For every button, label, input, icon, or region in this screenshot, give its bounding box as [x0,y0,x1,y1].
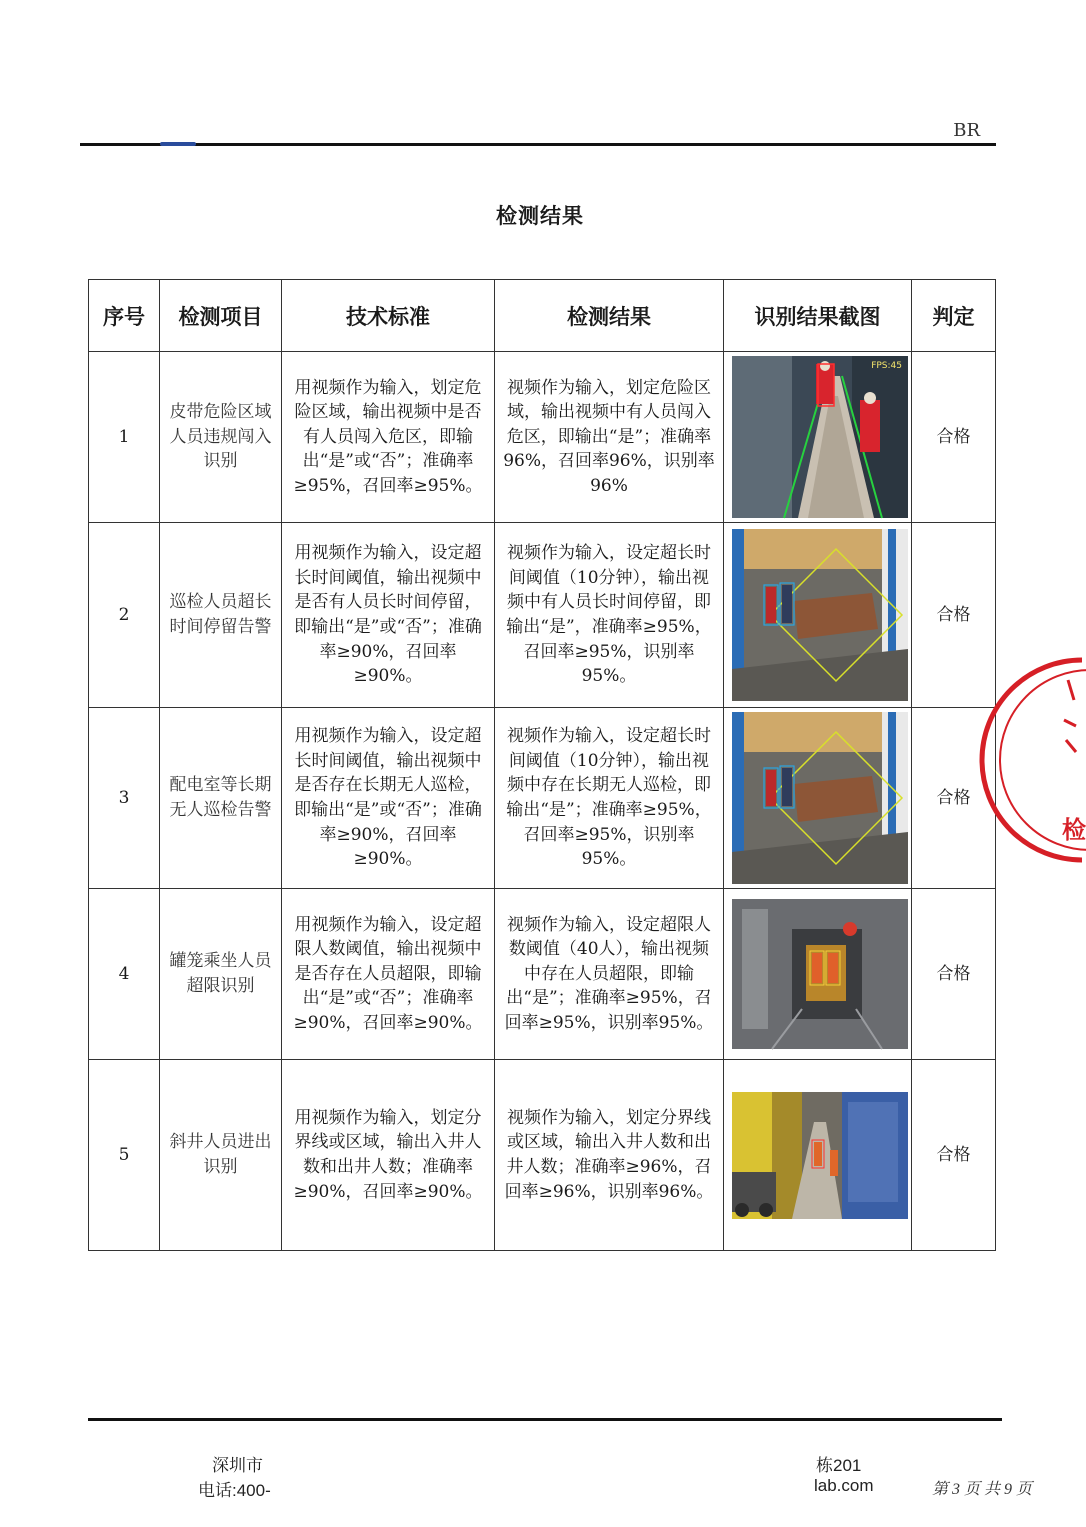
row-number: 3 [89,708,160,889]
table-row [89,708,996,889]
table-header-row [89,280,996,352]
table-row [89,1060,996,1251]
detection-item: 巡检人员超长时间停留告警 [160,523,282,708]
column-header-standard: 技术标准 [282,280,495,352]
results-table [88,279,996,1251]
detection-item: 罐笼乘坐人员超限识别 [160,889,282,1060]
row-number: 4 [89,889,160,1060]
technical-standard: 用视频作为输入，划定分界线或区域，输出入井人数和出井人数；准确率≥90%，召回率≥90%。 [282,1060,495,1251]
detection-result: 视频作为输入，设定超长时间阈值（10分钟），输出视频中有人员长时间停留，即输出“是”，准确率≥95%，召回率≥95%，识别率95%。 [495,523,724,708]
screenshot-cage-overload [732,899,908,1049]
column-header-item: 检测项目 [160,280,282,352]
footer-rule [88,1418,1002,1421]
verdict: 合格 [912,1060,996,1251]
table-row [89,523,996,708]
header-logo-mark [160,142,196,146]
verdict: 合格 [912,523,996,708]
detection-item: 配电室等长期无人巡检告警 [160,708,282,889]
detection-item: 皮带危险区域人员违规闯入识别 [160,352,282,523]
verdict: 合格 [912,889,996,1060]
technical-standard: 用视频作为输入，设定超长时间阈值，输出视频中是否存在长期无人巡检，即输出“是”或“否”；准确率≥90%，召回率≥90%。 [282,708,495,889]
technical-standard: 用视频作为输入，设定超长时间阈值，输出视频中是否有人员长时间停留，即输出“是”或“否”；准确率≥90%，召回率≥90%。 [282,523,495,708]
table-row [89,352,996,523]
technical-standard: 用视频作为输入，划定危险区域，输出视频中是否有人员闯入危区，即输出“是”或“否”；准确率≥95%，召回率≥95%。 [282,352,495,523]
header-code: BR [953,120,980,141]
detection-item: 斜井人员进出识别 [160,1060,282,1251]
header-rule [80,143,996,146]
row-number: 1 [89,352,160,523]
inspection-seal [1056,660,1086,860]
footer-phone: 电话:400- [198,1481,271,1500]
footer-city: 深圳市 [212,1456,263,1475]
detection-result: 视频作为输入，划定分界线或区域，输出入井人数和出井人数；准确率≥96%，召回率≥96%，识别率96%。 [495,1060,724,1251]
row-number: 5 [89,1060,160,1251]
footer-building: 栋201 [816,1456,862,1475]
column-header-no: 序号 [89,280,160,352]
column-header-result: 检测结果 [495,280,724,352]
screenshot-unpatrolled-room [732,712,908,884]
screenshot-patrol-long-stay [732,529,908,701]
fps-overlay-label: FPS:45 [871,361,902,371]
detection-result: 视频作为输入，划定危险区域，输出视频中有人员闯入危区，即输出“是”；准确率96%，召回率96%，识别率96% [495,352,724,523]
footer-domain: lab.com [814,1476,874,1495]
page-title: 检测结果 [496,203,584,228]
seal-text: 检 [1062,815,1086,844]
screenshot-inclined-shaft [732,1092,908,1219]
verdict: 合格 [912,708,996,889]
verdict: 合格 [912,352,996,523]
screenshot-belt-danger-zone [732,356,908,518]
table-row [89,889,996,1060]
column-header-screenshot: 识别结果截图 [724,280,912,352]
detection-result: 视频作为输入，设定超限人数阈值（40人），输出视频中存在人员超限，即输出“是”；准确率≥95%，召回率≥95%，识别率95%。 [495,889,724,1060]
column-header-verdict: 判定 [912,280,996,352]
technical-standard: 用视频作为输入，设定超限人数阈值，输出视频中是否存在人员超限，即输出“是”或“否”；准确率≥90%，召回率≥90%。 [282,889,495,1060]
page-indicator: 第 3 页 共 9 页 [931,1481,1032,1498]
row-number: 2 [89,523,160,708]
detection-result: 视频作为输入，设定超长时间阈值（10分钟），输出视频中存在长期无人巡检，即输出“是”；准确率≥95%，召回率≥95%，识别率95%。 [495,708,724,889]
